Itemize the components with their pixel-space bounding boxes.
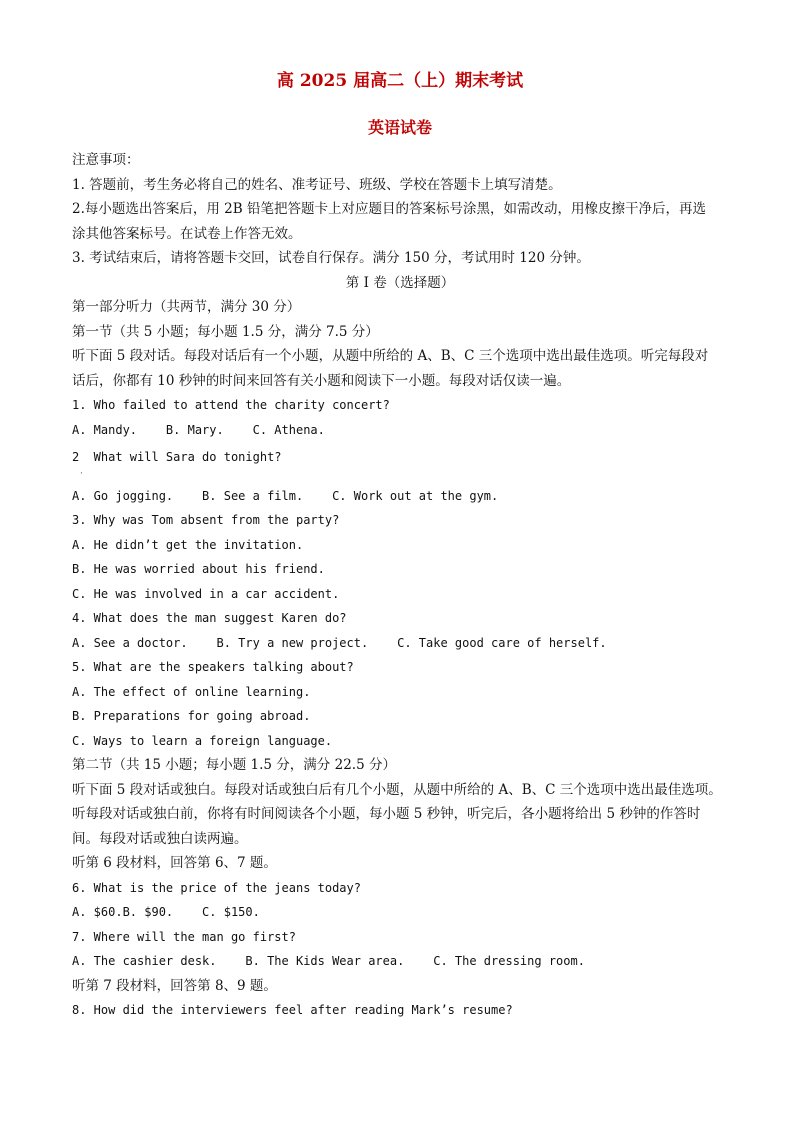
section1-instruction-1: 听下面 5 段对话。每段对话后有一个小题，从题中所给的 A、B、C 三个选项中选出最佳选项。听完每段对 [72,348,709,364]
question-5: 5. What are the speakers talking about? [72,660,354,674]
section2-heading: 第二节（共 15 小题；每小题 1.5 分，满分 22.5 分） [72,757,396,773]
question-2-options: A. Go jogging. B. See a film. C. Work out at the gym. [72,488,499,503]
question-7-options: A. The cashier desk. B. The Kids Wear area. C. The dressing room. [72,954,585,968]
part1-heading: 第一部分听力（共两节，满分 30 分） [72,299,301,315]
question-7: 7. Where will the man go first? [72,929,296,944]
volume-title: 第 I 卷（选择题） [345,274,455,291]
exam-title: 高 2025 届高二（上）期末考试 [276,71,524,91]
question-3: 3. Why was Tom absent from the party? [72,513,340,527]
notice-item-2b: 涂其他答案标号。在试卷上作答无效。 [72,225,302,242]
notice-item-1: 1. 答题前，考生务必将自己的姓名、准考证号、班级、学校在答题卡上填写清楚。 [72,176,562,193]
section1-instruction-2: 话后，你都有 10 秒钟的时间来回答有关小题和阅读下一小题。每段对话仅读一遍。 [72,372,571,389]
question-1: 1. Who failed to attend the charity concert? [72,398,390,412]
section2-instruction-3: 间。每段对话或独白读两遍。 [72,830,248,847]
question-8: 8. How did the interviewers feel after reading Mark’s resume? [72,1003,513,1017]
notice-item-3: 3. 考试结束后，请将答题卡交回，试卷自行保存。满分 150 分，考试用时 120 分钟。 [72,250,590,266]
section2-instruction-1: 听下面 5 段对话或独白。每段对话或独白后有几个小题，从题中所给的 A、B、C 三个选项中选出最佳选项。 [72,781,722,798]
question-2: 2 What will Sara do tonight? [72,450,282,464]
material-6-heading: 听第 6 段材料，回答第 6、7 题。 [72,855,277,871]
question-3-option-c: C. He was involved in a car accident. [72,586,340,601]
question-3-option-a: A. He didn’t get the invitation. [72,537,304,552]
question-4-options: A. See a doctor. B. Try a new project. C. Take good care of herself. [72,635,607,650]
question-1-options: A. Mandy. B. Mary. C. Athena. [72,422,325,437]
question-5-option-b: B. Preparations for going abroad. [72,709,311,723]
section1-heading: 第一节（共 5 小题；每小题 1.5 分，满分 7.5 分） [72,323,379,340]
question-5-option-c: C. Ways to learn a foreign language. [72,733,333,748]
question-3-option-b: B. He was worried about his friend. [72,562,325,576]
notice-heading: 注意事项： [72,152,140,168]
exam-page [72,68,728,1023]
question-4: 4. What does the man suggest Karen do? [72,611,347,625]
question-5-option-a: A. The effect of online learning. [72,684,311,699]
question-6: 6. What is the price of the jeans today? [72,880,361,895]
notice-item-2a: 2.每小题选出答案后，用 2B 铅笔把答题卡上对应题目的答案标号涂黑，如需改动，用橡皮擦干净后，再选 [72,201,706,217]
exam-subtitle: 英语试卷 [367,118,432,137]
section2-instruction-2: 听每段对话或独白前，你将有时间阅读各个小题，每小题 5 秒钟，听完后，各小题将给出 5 秒钟的作答时 [72,806,701,822]
stray-mark: · [80,468,83,479]
question-6-options: A. $60.B. $90. C. $150. [72,905,260,919]
material-7-heading: 听第 7 段材料，回答第 8、9 题。 [72,977,277,994]
